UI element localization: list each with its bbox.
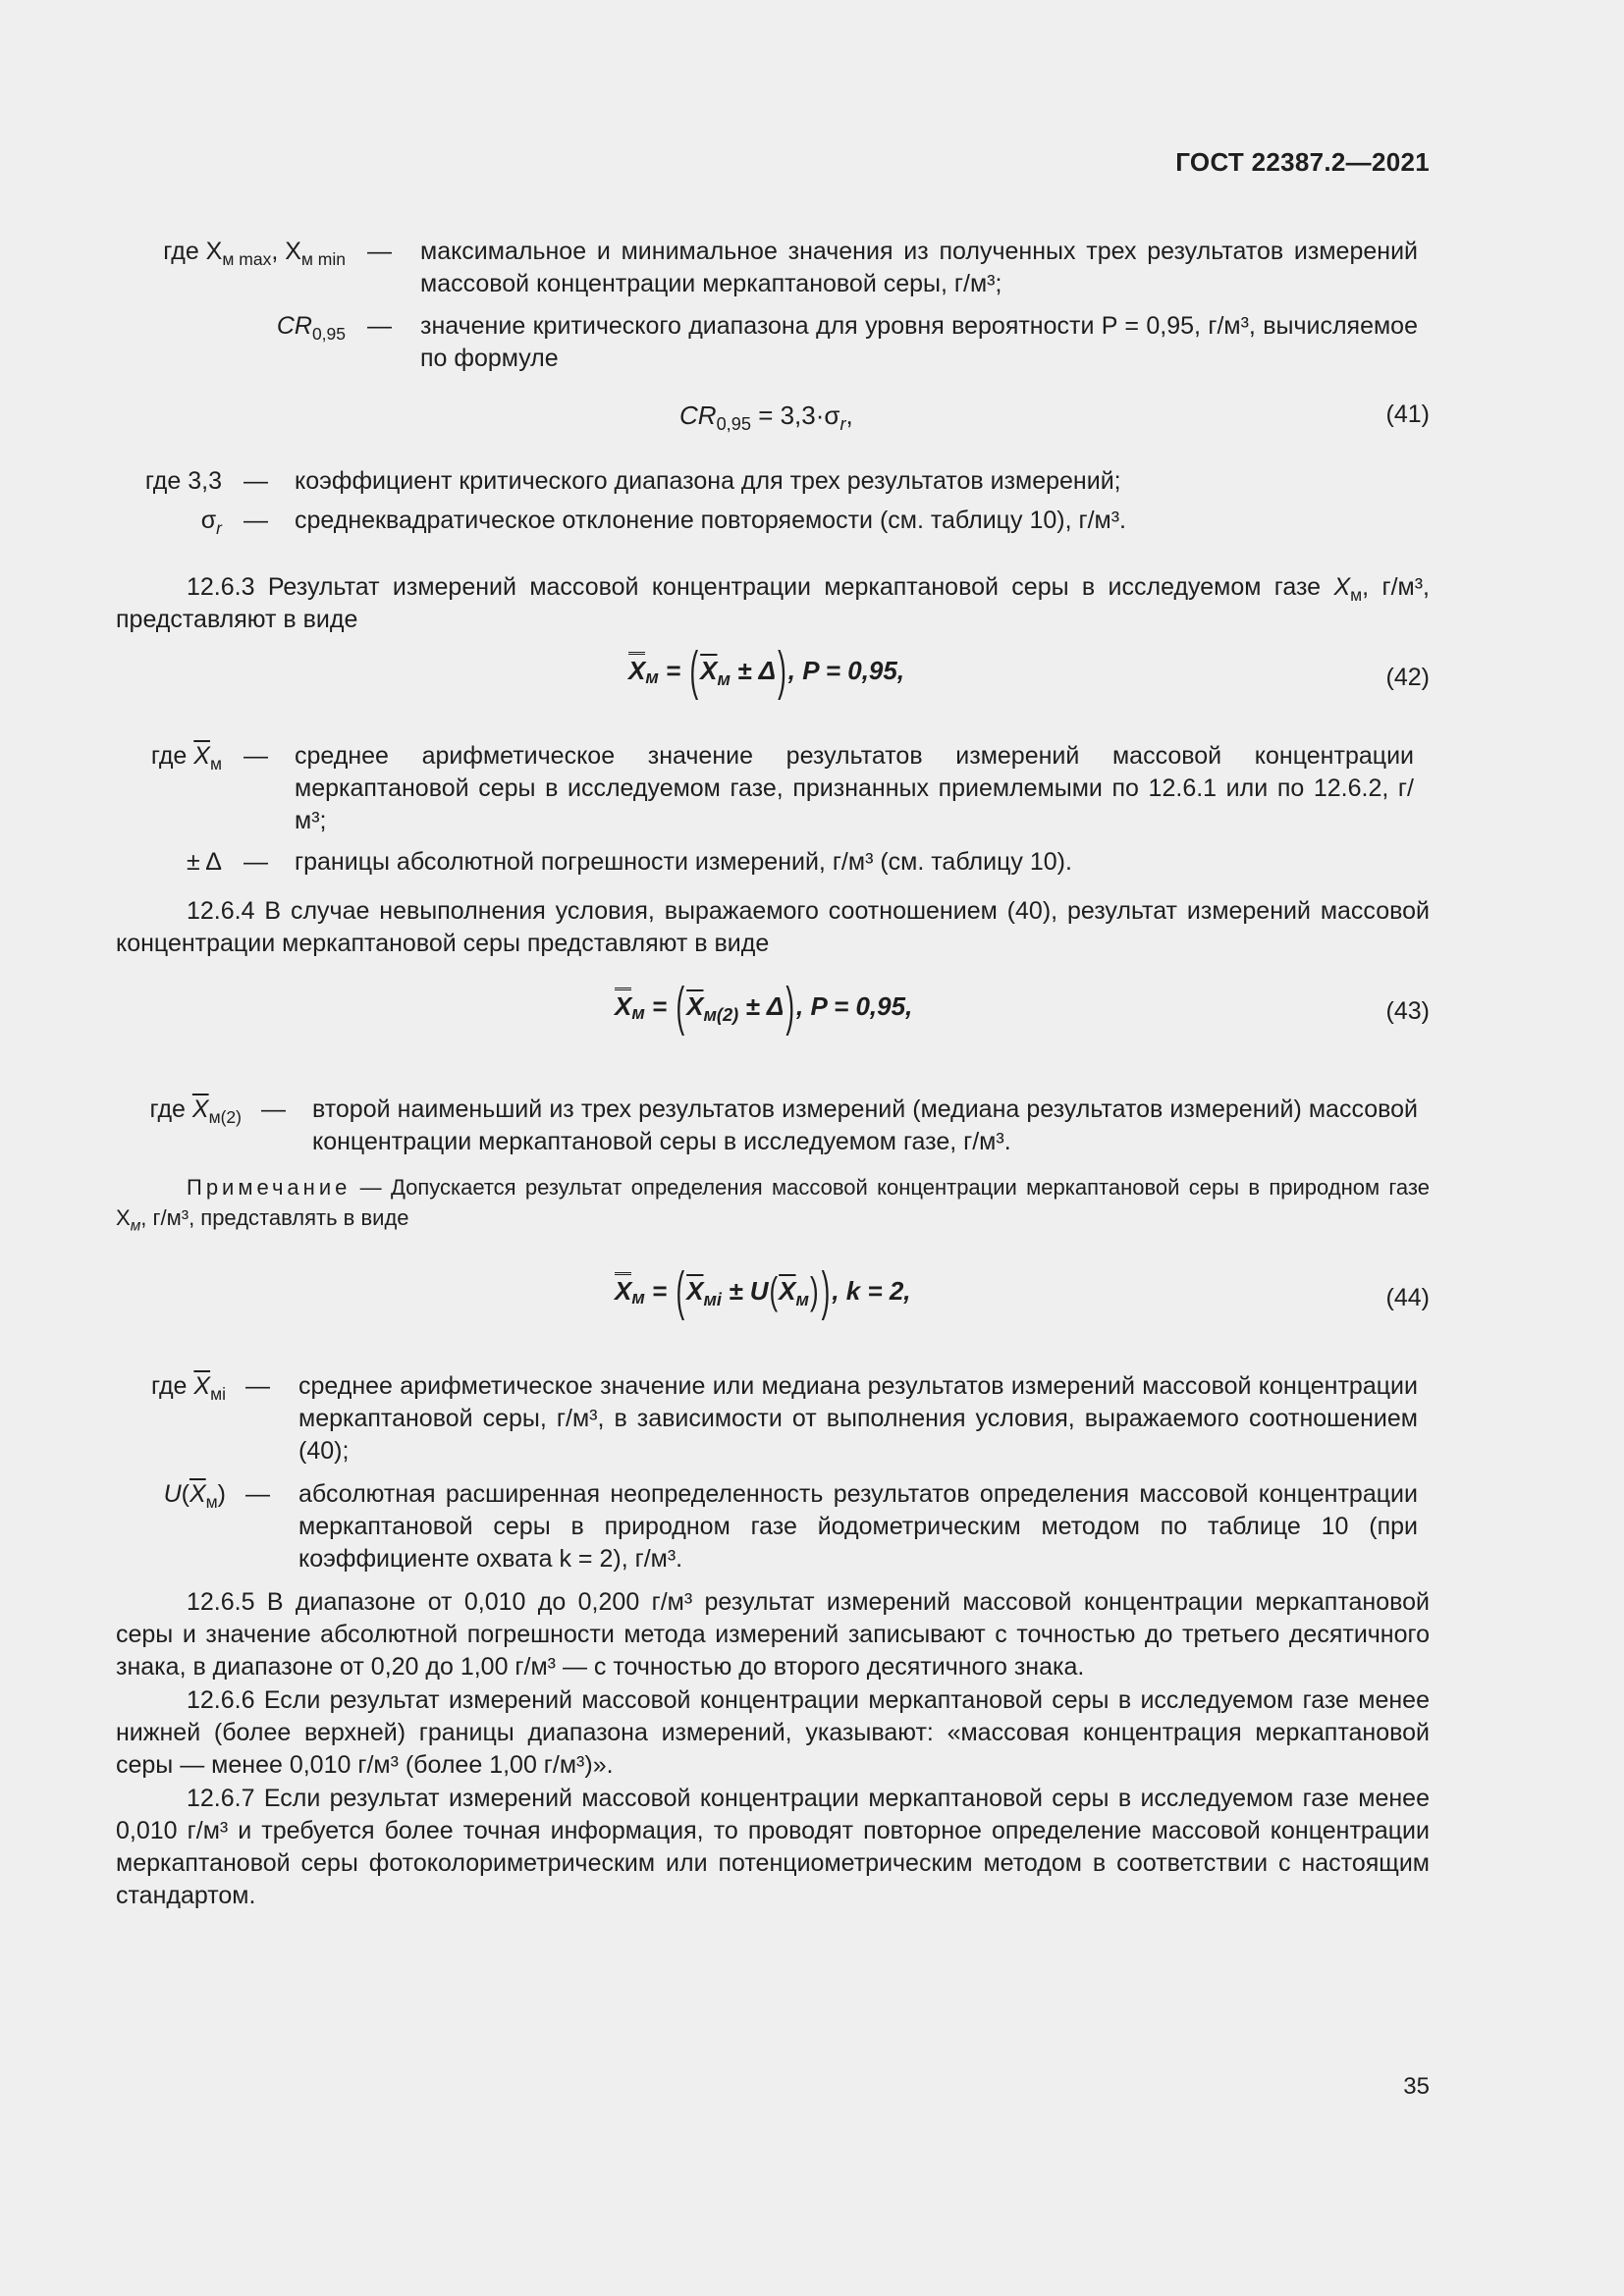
definition-dash: — (244, 507, 268, 534)
definition-term: ± Δ (187, 848, 222, 876)
definition-dash: — (244, 848, 268, 876)
definition-dash: — (245, 1480, 270, 1508)
definition-description: среднеквадратическое отклонение повторяемости (см. таблицу 10), г/м³. (295, 507, 1126, 534)
definition-term: где $\overline{X}_{мi}$ (150, 1372, 226, 1404)
note: Примечание — Допускается результат определения массовой концентрации меркаптановой серы в природном газе $X_м$, г/м³, представлять в виде (116, 1175, 1430, 1235)
definition-dash: — (245, 1372, 270, 1400)
note-label: Примечание (187, 1175, 352, 1200)
definition-description: среднее арифметическое значение результатов измерений массовой концентрации меркаптановой серы в исследуемом газе, признанных приемлемыми по 12.6.1 или по 12.6.2, г/м³; (295, 742, 1414, 834)
definition-term: $\sigma_r$ (200, 507, 222, 538)
paragraph-12-6-5: 12.6.5 В диапазоне от 0,010 до 0,200 г/м³ результат измерений массовой концентрации меркаптановой серы и значение абсолютной погрешности метода измерений записывают с точностью до третьего десятичного знака, в диапазоне от 0,20 до 1,00 г/м³ — с точностью до второго десятичного знака. (116, 1588, 1430, 1681)
equation-number-42: (42) (1385, 664, 1430, 691)
formula-41: $CR_{0,95} = 3,3\cdot\sigma_r$, (679, 400, 853, 435)
paragraph-12-6-4: 12.6.4 В случае невыполнения условия, выражаемого соотношением (40), результат измерений массовой концентрации меркаптановой серы представляют в виде (116, 897, 1430, 957)
definition-dash: — (244, 742, 268, 770)
formula-43: Xм = $(\overline{X}_{м(2)} \pm \Delta)$, P = 0,95, (615, 974, 913, 1037)
definition-description: абсолютная расширенная неопределенность результатов определения массовой концентрации меркаптановой серы в природном газе йодометрическим методом по таблице 10 (при коэффициенте охвата k = 2), г/м³. (298, 1480, 1418, 1573)
definition-description: значение критического диапазона для уровня вероятности P = 0,95, г/м³, вычисляемое по формуле (420, 312, 1418, 372)
equation-number-41: (41) (1385, 400, 1430, 428)
paragraph-12-6-7: 12.6.7 Если результат измерений массовой концентрации меркаптановой серы в исследуемом газе менее 0,010 г/м³ и требуется более точная информация, то проводят повторное определение массовой концентрации меркаптановой серы фотоколориметрическим или потенциометрическим методом в соответствии с настоящим стандартом. (116, 1785, 1430, 1909)
equation-number-43: (43) (1385, 997, 1430, 1025)
formula-42: Xм = $(\overline{X}_м \pm \Delta)$, P = 0,95, (628, 638, 905, 701)
definition-dash: — (244, 467, 268, 495)
page-number: 35 (1403, 2073, 1430, 2100)
definition-term: $U(\overline{X}_м)$ (163, 1480, 226, 1512)
definition-term: где 3,3 (144, 467, 222, 495)
definition-description: среднее арифметическое значение или медиана результатов измерений массовой концентрации меркаптановой серы, г/м³, в зависимости от выполнения условия, выражаемого соотношением (40); (298, 1372, 1418, 1465)
definition-dash: — (367, 238, 392, 265)
formula-44: Xм = ($\overline{X}_{мi} \pm U(\overline{X}_м)$ ), k = 2, (615, 1258, 911, 1321)
standard-header: ГОСТ 22387.2—2021 (1175, 147, 1430, 177)
definition-term: где $\overline{X}_м$ (150, 742, 222, 774)
definition-term: где $X_{м max}$, $X_{м min}$ (163, 238, 346, 269)
definition-description: границы абсолютной погрешности измерений, г/м³ (см. таблицу 10). (295, 848, 1072, 876)
definition-term: $CR_{0,95}$ (276, 312, 346, 344)
definition-description: второй наименьший из трех результатов измерений (медиана результатов измерений) массовой концентрации меркаптановой серы в исследуемом газе, г/м³. (312, 1095, 1418, 1155)
paragraph-12-6-6: 12.6.6 Если результат измерений массовой концентрации меркаптановой серы в исследуемом газе менее нижней (более верхней) границы диапазона измерений, указывают: «массовая концентрация меркаптановой серы — менее 0,010 г/м³ (более 1,00 г/м³)». (116, 1686, 1430, 1779)
paragraph-12-6-3: 12.6.3 Результат измерений массовой концентрации меркаптановой серы в исследуемом газе $X_м$, г/м³, представляют в виде (116, 573, 1430, 633)
equation-number-44: (44) (1385, 1284, 1430, 1311)
definition-description: максимальное и минимальное значения из полученных трех результатов измерений массовой концентрации меркаптановой серы, г/м³; (420, 238, 1418, 297)
definition-dash: — (367, 312, 392, 340)
definition-dash: — (261, 1095, 286, 1123)
definition-description: коэффициент критического диапазона для трех результатов измерений; (295, 467, 1121, 495)
definition-term: где $\overline{X}_{м(2)}$ (149, 1095, 242, 1127)
